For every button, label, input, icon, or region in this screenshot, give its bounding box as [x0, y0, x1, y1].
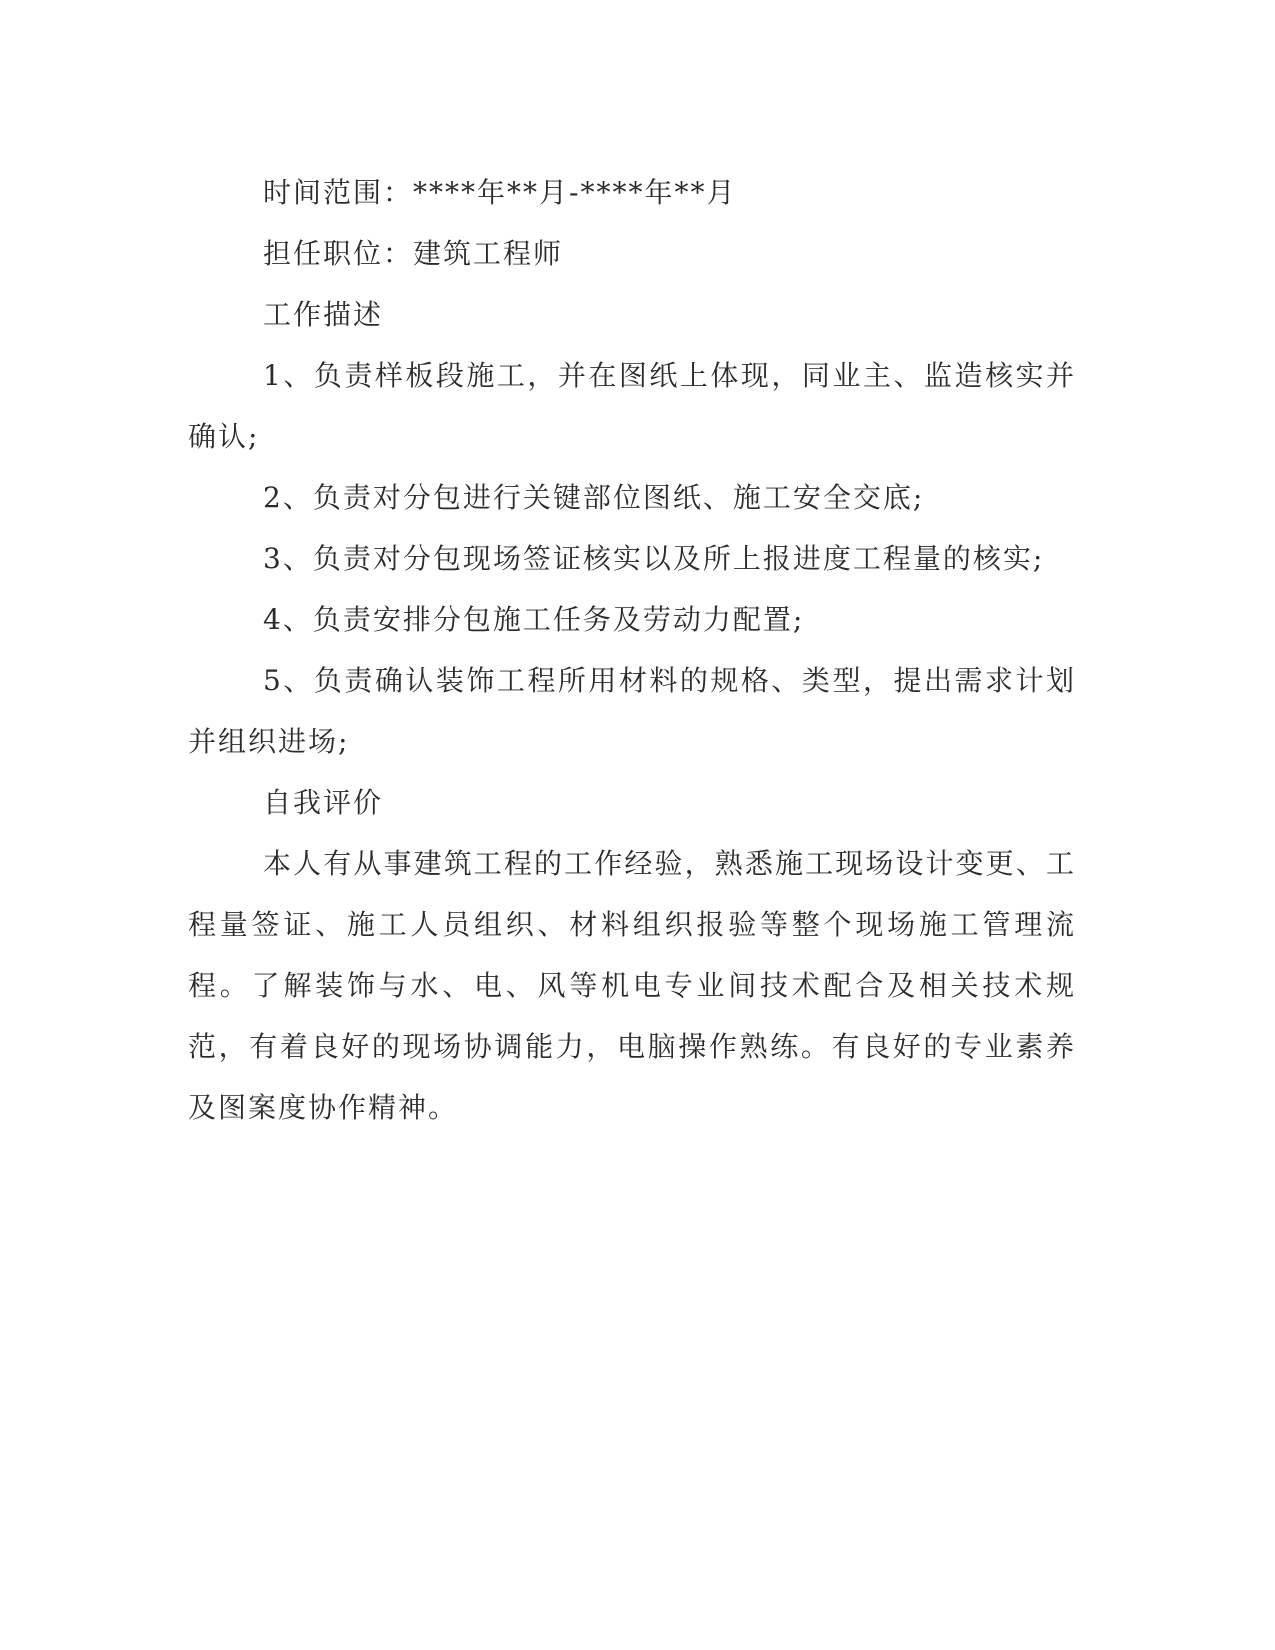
self-evaluation-text: 本人有从事建筑工程的工作经验，熟悉施工现场设计变更、工程量签证、施工人员组织、材料组织报验等整个现场施工管理流程。了解装饰与水、电、风等机电专业间技术配合及相关技术规范，有着良好的现场协调能力，电脑操作熟练。有良好的专业素养及图案度协作精神。: [188, 847, 1076, 1124]
duty-item-3: 3、负责对分包现场签证核实以及所上报进度工程量的核实;: [263, 542, 1045, 575]
duty-item-1: 1、负责样板段施工，并在图纸上体现，同业主、监造核实并确认;: [188, 359, 1076, 453]
document-body: [188, 162, 1076, 1138]
position-line: 担任职位：建筑工程师: [263, 237, 564, 270]
work-description-heading: 工作描述: [263, 298, 384, 331]
duty-item-2: 2、负责对分包进行关键部位图纸、施工安全交底;: [263, 481, 925, 514]
duty-item-5: 5、负责确认装饰工程所用材料的规格、类型，提出需求计划并组织进场;: [188, 664, 1076, 758]
time-range-line: 时间范围：****年**月-****年**月: [263, 176, 737, 209]
duty-item-4: 4、负责安排分包施工任务及劳动力配置;: [263, 603, 805, 636]
self-evaluation-heading: 自我评价: [263, 786, 384, 819]
